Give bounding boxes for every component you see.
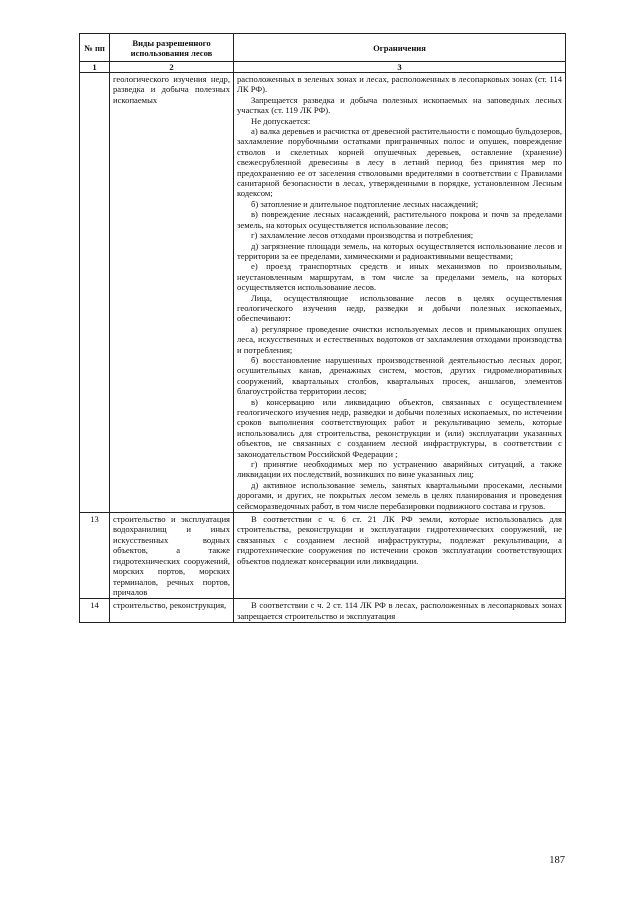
- table-row: [80, 73, 566, 513]
- usage-type: строительство и эксплуатация водохранилищ и иных искусственных водных объектов, а также гидротехнических сооружений, морских портов, морских терминалов, речных портов, причалов: [110, 513, 234, 599]
- table-header-row: [80, 34, 566, 62]
- row-number: [80, 73, 110, 513]
- restriction-paragraph: д) загрязнение площади земель, на которых осуществляется использование лесов и территории за ее пределами, химическими и радиоактивными веществами;: [237, 240, 562, 261]
- usage-type: строительство, реконструкция,: [110, 599, 234, 623]
- row-number: 14: [80, 599, 110, 623]
- restriction-paragraph: в) консервацию или ликвидацию объектов, связанных с осуществлением геологического изучения недр, разведки и добычи полезных ископаемых, по истечении сроков выполнения соответствующих работ и рекультивацию земель, которые использовались для строительства, реконструкции и (или) эксплуатации указанных объектов, не связанных с созданием лесной инфраструктуры, в соответствии с законодательством Российской Федерации ;: [237, 396, 562, 459]
- restrictions-table: [79, 33, 566, 623]
- restriction-paragraph: Запрещается разведка и добыча полезных ископаемых на заповедных лесных участках (ст. 119 ЛК РФ).: [237, 94, 562, 116]
- restriction-paragraph: б) затопление и длительное подтопление лесных насаждений;: [251, 198, 479, 209]
- restriction-paragraph: д) активное использование земель, занятых квартальными просеками, лесными дорогами, и других, не покрытых лесом земель в целях планирования и проведения сейсморазведочных работ, в том числе перебазировки подвижного состава и грузов.: [237, 479, 562, 511]
- restriction-paragraph: г) принятие необходимых мер по устранению аварийных ситуаций, а также ликвидации их последствий, возникших по вине указанных лиц;: [237, 459, 562, 480]
- restrictions-cell: [234, 513, 566, 599]
- usage-type: геологического изучения недр, разведка и добыча полезных ископаемых: [110, 73, 234, 513]
- restriction-paragraph: г) захламление лесов отходами производства и потребления;: [251, 230, 474, 241]
- restriction-paragraph: а) регулярное проведение очистки используемых лесов и примыкающих опушек леса, искусственных и естественных водотоков от захламления отходами производства и потребления;: [237, 323, 562, 355]
- page-number: 187: [549, 855, 565, 866]
- restriction-paragraph: В соответствии с ч. 2 ст. 114 ЛК РФ в лесах, расположенных в лесопарковых зонах запрещается строительство и эксплуатация: [237, 600, 562, 621]
- header-number: № пп: [80, 34, 110, 62]
- restriction-paragraph: б) восстановление нарушенных производственной деятельностью лесных дорог, осушительных канав, дренажных систем, мостов, других гидромелиоративных сооружений, квартальных столбов, квартальных просек, аншлагов, элементов благоустройства территории лесов;: [237, 354, 562, 397]
- header-usage-types: Виды разрешенного использования лесов: [110, 34, 234, 62]
- column-index-1: 1: [80, 62, 110, 73]
- column-index-3: 3: [234, 62, 566, 73]
- table-row: [80, 513, 566, 599]
- table-row: [80, 599, 566, 623]
- row-number: 13: [80, 513, 110, 599]
- restriction-paragraph: а) валка деревьев и расчистка от древесной растительности с помощью бульдозеров, захламление порубочными остатками приграничных полос и опушек, повреждение стволов и скелетных корней опушечных деревьев, оставление (хранение) свежесрубленной древесины в лесу в летний период без принятия мер по предохранению ее от заселения стволовыми вредителями в соответствии с Правилами санитарной безопасности в лесах, утвержденными в порядке, установленном Лесным кодексом;: [237, 126, 562, 199]
- restriction-paragraph: е) проезд транспортных средств и иных механизмов по произвольным, неустановленным маршрутам, в том числе за пределами земель, на которых осуществляется использование лесов.: [237, 261, 562, 293]
- restrictions-cell: [234, 599, 566, 623]
- restriction-paragraph: расположенных в зеленых зонах и лесах, расположенных в лесопарковых зонах (ст. 114 ЛК РФ).: [237, 74, 562, 95]
- restrictions-cell: [234, 73, 566, 513]
- restriction-paragraph: Лица, осуществляющие использование лесов в целях осуществления геологического изучения недр, разведки и добычи полезных ископаемых, обеспечивают:: [237, 292, 562, 324]
- column-index-row: [80, 62, 566, 73]
- restriction-paragraph: Не допускается:: [251, 115, 311, 126]
- header-restrictions: Ограничения: [234, 34, 566, 62]
- restriction-paragraph: В соответствии с ч. 6 ст. 21 ЛК РФ земли, которые использовались для строительства, реконструкции и эксплуатации гидротехнических сооружений, не связанных с созданием лесной инфраструктуры, подлежат рекультивации, а гидротехнические сооружения по истечении сроков эксплуатации соответствующих объектов подлежат консервации или ликвидации.: [237, 514, 562, 566]
- restriction-paragraph: в) повреждение лесных насаждений, растительного покрова и почв за пределами земель, на которых осуществляется использование лесов;: [237, 209, 562, 230]
- column-index-2: 2: [110, 62, 234, 73]
